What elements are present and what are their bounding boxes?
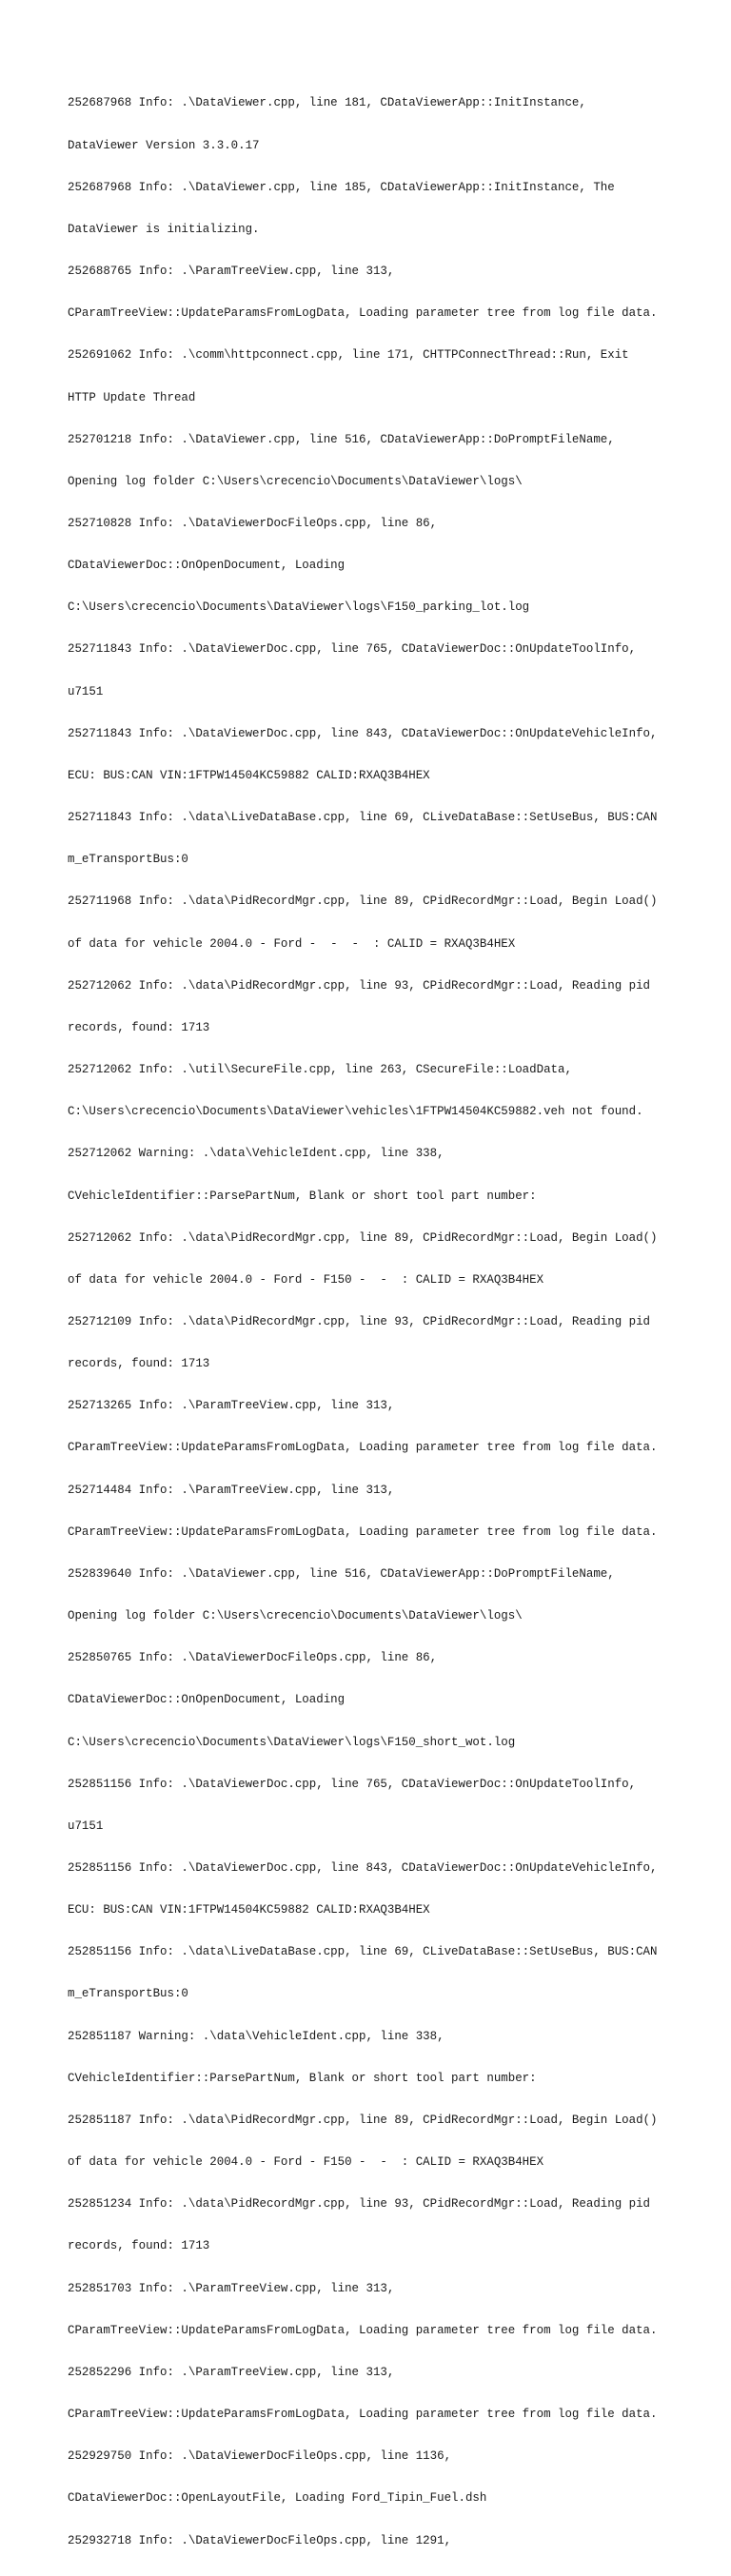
log-line: m_eTransportBus:0 (68, 1987, 188, 2001)
log-line: of data for vehicle 2004.0 - Ford - F150 - - : CALID = RXAQ3B4HEX (68, 2155, 544, 2170)
log-line: 252839640 Info: .\DataViewer.cpp, line 516, CDataViewerApp::DoPromptFileName, (68, 1566, 615, 1581)
log-line: 252851187 Warning: .\data\VehicleIdent.cpp, line 338, (68, 2029, 445, 2043)
log-line: CVehicleIdentifier::ParsePartNum, Blank or short tool part number: (68, 2071, 537, 2085)
log-line: CDataViewerDoc::OnOpenDocument, Loading (68, 1693, 346, 1707)
log-line: 252851156 Info: .\DataViewerDoc.cpp, line 765, CDataViewerDoc::OnUpdateToolInfo, (68, 1777, 637, 1791)
log-line: CParamTreeView::UpdateParamsFromLogData, Loading parameter tree from log file data. (68, 1524, 658, 1539)
log-line: 252851234 Info: .\data\PidRecordMgr.cpp, line 93, CPidRecordMgr::Load, Reading pid (68, 2197, 651, 2212)
log-line: records, found: 1713 (68, 2239, 210, 2253)
log-line: 252711968 Info: .\data\PidRecordMgr.cpp, line 89, CPidRecordMgr::Load, Begin Load() (68, 895, 658, 909)
log-line: CParamTreeView::UpdateParamsFromLogData, Loading parameter tree from log file data. (68, 2408, 658, 2422)
log-line: m_eTransportBus:0 (68, 853, 188, 867)
log-line: C:\Users\crecencio\Documents\DataViewer\vehicles\1FTPW14504KC59882.veh not found. (68, 1105, 643, 1119)
log-line: CDataViewerDoc::OpenLayoutFile, Loading Ford_Tipin_Fuel.dsh (68, 2491, 487, 2506)
log-line: CParamTreeView::UpdateParamsFromLogData, Loading parameter tree from log file data. (68, 2323, 658, 2337)
log-line: DataViewer Version 3.3.0.17 (68, 138, 260, 152)
log-line: 252712062 Info: .\data\PidRecordMgr.cpp, line 93, CPidRecordMgr::Load, Reading pid (68, 978, 651, 993)
log-line: 252688765 Info: .\ParamTreeView.cpp, line 313, (68, 265, 395, 279)
log-line: 252712109 Info: .\data\PidRecordMgr.cpp, line 93, CPidRecordMgr::Load, Reading pid (68, 1314, 651, 1328)
log-line: 252691062 Info: .\comm\httpconnect.cpp, line 171, CHTTPConnectThread::Run, Exit (68, 348, 629, 363)
log-line: records, found: 1713 (68, 1020, 210, 1034)
log-line: 252850765 Info: .\DataViewerDocFileOps.cpp, line 86, (68, 1651, 438, 1665)
log-line: 252711843 Info: .\DataViewerDoc.cpp, line 765, CDataViewerDoc::OnUpdateToolInfo, (68, 642, 637, 657)
log-line: ECU: BUS:CAN VIN:1FTPW14504KC59882 CALID:RXAQ3B4HEX (68, 1903, 430, 1917)
log-line: CParamTreeView::UpdateParamsFromLogData, Loading parameter tree from log file data. (68, 1441, 658, 1455)
log-line: DataViewer is initializing. (68, 222, 260, 236)
log-line: 252851156 Info: .\DataViewerDoc.cpp, line 843, CDataViewerDoc::OnUpdateVehicleInfo, (68, 1861, 658, 1875)
log-line: 252851703 Info: .\ParamTreeView.cpp, line 313, (68, 2281, 395, 2295)
log-line: CParamTreeView::UpdateParamsFromLogData, Loading parameter tree from log file data. (68, 306, 658, 321)
log-line: 252712062 Info: .\util\SecureFile.cpp, line 263, CSecureFile::LoadData, (68, 1063, 572, 1077)
log-line: 252710828 Info: .\DataViewerDocFileOps.cpp, line 86, (68, 517, 438, 530)
log-line: CVehicleIdentifier::ParsePartNum, Blank or short tool part number: (68, 1189, 537, 1203)
log-line: 252852296 Info: .\ParamTreeView.cpp, line 313, (68, 2365, 395, 2379)
log-line: 252851187 Info: .\data\PidRecordMgr.cpp, line 89, CPidRecordMgr::Load, Begin Load() (68, 2113, 658, 2127)
log-line: 252687968 Info: .\DataViewer.cpp, line 181, CDataViewerApp::InitInstance, (68, 96, 586, 110)
log-line: 252701218 Info: .\DataViewer.cpp, line 516, CDataViewerApp::DoPromptFileName, (68, 432, 615, 446)
log-line: 252712062 Info: .\data\PidRecordMgr.cpp, line 89, CPidRecordMgr::Load, Begin Load() (68, 1230, 658, 1245)
log-line: of data for vehicle 2004.0 - Ford - - - : CALID = RXAQ3B4HEX (68, 936, 516, 951)
log-text (68, 69, 696, 2576)
log-line: CDataViewerDoc::OnOpenDocument, Loading (68, 559, 346, 573)
log-line: 252687968 Info: .\DataViewer.cpp, line 185, CDataViewerApp::InitInstance, The (68, 180, 615, 194)
log-line: Opening log folder C:\Users\crecencio\Documents\DataViewer\logs\ (68, 1609, 523, 1623)
log-line: 252712062 Warning: .\data\VehicleIdent.cpp, line 338, (68, 1147, 445, 1161)
log-line: u7151 (68, 684, 104, 698)
log-line: Opening log folder C:\Users\crecencio\Documents\DataViewer\logs\ (68, 474, 523, 488)
log-line: u7151 (68, 1819, 104, 1833)
log-line: 252714484 Info: .\ParamTreeView.cpp, line 313, (68, 1483, 395, 1497)
log-line: 252711843 Info: .\DataViewerDoc.cpp, line 843, CDataViewerDoc::OnUpdateVehicleInfo, (68, 726, 658, 740)
log-line: HTTP Update Thread (68, 390, 196, 404)
log-line: C:\Users\crecencio\Documents\DataViewer\logs\F150_short_wot.log (68, 1735, 516, 1749)
log-line: 252932718 Info: .\DataViewerDocFileOps.cpp, line 1291, (68, 2533, 452, 2547)
log-line: of data for vehicle 2004.0 - Ford - F150 - - : CALID = RXAQ3B4HEX (68, 1272, 544, 1287)
log-line: 252711843 Info: .\data\LiveDataBase.cpp, line 69, CLiveDataBase::SetUseBus, BUS:CAN (68, 811, 658, 825)
log-line: 252851156 Info: .\data\LiveDataBase.cpp, line 69, CLiveDataBase::SetUseBus, BUS:CAN (68, 1945, 658, 1959)
log-line: records, found: 1713 (68, 1357, 210, 1371)
log-line: C:\Users\crecencio\Documents\DataViewer\logs\F150_parking_lot.log (68, 600, 530, 615)
log-line: 252713265 Info: .\ParamTreeView.cpp, line 313, (68, 1399, 395, 1413)
log-line: 252929750 Info: .\DataViewerDocFileOps.cpp, line 1136, (68, 2449, 452, 2464)
log-line: ECU: BUS:CAN VIN:1FTPW14504KC59882 CALID:RXAQ3B4HEX (68, 768, 430, 782)
